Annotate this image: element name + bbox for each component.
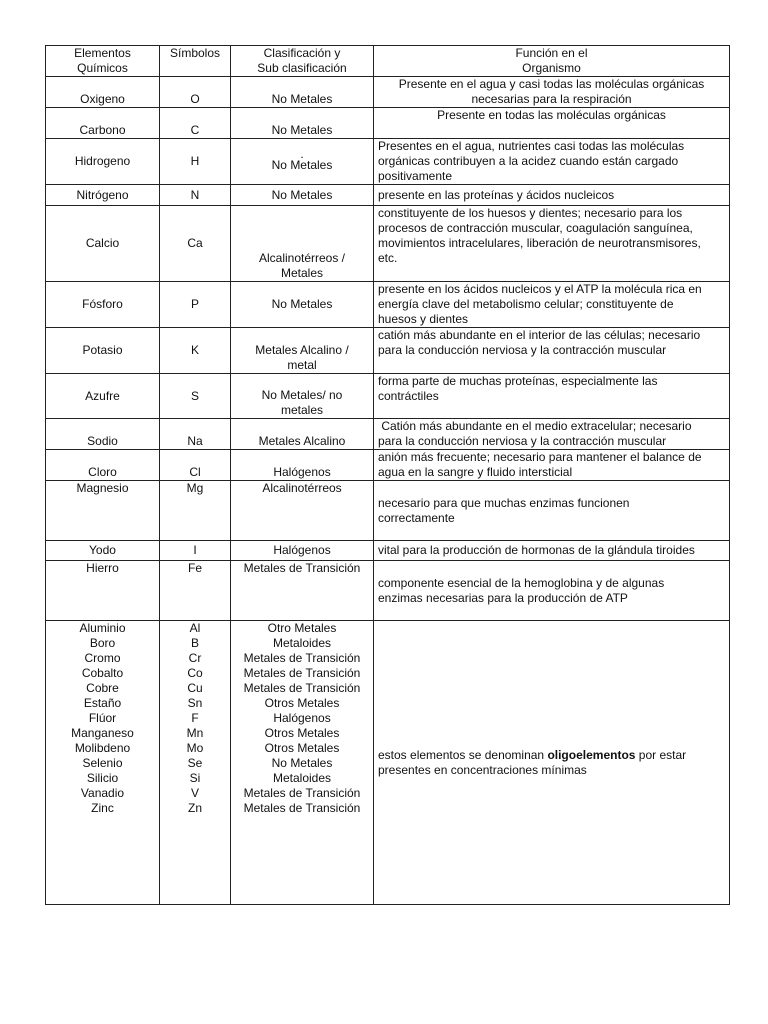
oligo-element-name: Silicio xyxy=(86,771,119,785)
oligo-element-names xyxy=(46,621,160,905)
element-name: Yodo xyxy=(46,541,160,561)
element-name: Oxigeno xyxy=(46,77,160,108)
element-function: vital para la producción de hormonas de la glándula tiroides xyxy=(374,541,730,561)
table-row xyxy=(46,541,730,561)
table-row xyxy=(46,450,730,481)
oligo-element-name: Zinc xyxy=(91,801,114,815)
oligo-element-classification: No Metales xyxy=(271,756,333,770)
table-row-oligoelementos xyxy=(46,621,730,905)
element-classification: No Metales/ no metales xyxy=(231,374,374,419)
oligo-element-classification: Metaloides xyxy=(272,771,332,785)
header-row xyxy=(46,46,730,77)
element-name: Carbono xyxy=(46,108,160,139)
oligo-element-name: Molibdeno xyxy=(74,741,131,755)
element-name: Calcio xyxy=(46,206,160,282)
oligo-element-symbol: Cr xyxy=(188,651,202,665)
element-function: presente en las proteínas y ácidos nucleicos xyxy=(374,185,730,206)
header-elementos: Elementos Químicos xyxy=(46,46,160,77)
oligo-element-name: Selenio xyxy=(82,756,123,770)
element-symbol: Ca xyxy=(160,206,231,282)
oligo-element-symbol: Zn xyxy=(187,801,202,815)
oligo-element-name: Aluminio xyxy=(79,621,126,635)
stray-mark: . xyxy=(300,146,304,161)
oligo-element-symbol: Se xyxy=(187,756,203,770)
element-symbol: N xyxy=(160,185,231,206)
element-classification: No Metales xyxy=(231,185,374,206)
oligo-element-name: Flúor xyxy=(88,711,117,725)
table-row xyxy=(46,282,730,328)
oligo-element-classification: Otro Metales xyxy=(267,621,337,635)
element-symbol: H xyxy=(160,139,231,185)
element-symbol: Cl xyxy=(160,450,231,481)
element-symbol: P xyxy=(160,282,231,328)
table-row xyxy=(46,374,730,419)
element-name: Azufre xyxy=(46,374,160,419)
table-row xyxy=(46,481,730,541)
element-function: necesario para que muchas enzimas funcionen correctamente xyxy=(374,481,730,541)
element-classification: Halógenos xyxy=(231,541,374,561)
oligo-element-symbol: F xyxy=(191,711,199,725)
element-name: Sodio xyxy=(46,419,160,450)
oligo-name-list xyxy=(50,621,155,816)
oligo-element-symbol: B xyxy=(190,636,199,650)
element-classification: Metales de Transición xyxy=(231,561,374,621)
element-name: Potasio xyxy=(46,328,160,374)
element-classification: . No Metales xyxy=(231,139,374,185)
element-name: Hierro xyxy=(46,561,160,621)
oligo-element-classification: Metales de Transición xyxy=(243,801,361,815)
header-clasificacion: Clasificación y Sub clasificación xyxy=(231,46,374,77)
element-name: Hidrogeno xyxy=(46,139,160,185)
oligo-element-classifications xyxy=(231,621,374,905)
oligo-classification-list xyxy=(235,621,369,816)
table-row xyxy=(46,328,730,374)
oligo-element-symbol: Sn xyxy=(187,696,203,710)
element-symbol: O xyxy=(160,77,231,108)
element-function: Presente en todas las moléculas orgánicas xyxy=(374,108,730,139)
table-row xyxy=(46,185,730,206)
oligo-element-name: Cobalto xyxy=(81,666,124,680)
element-symbol: C xyxy=(160,108,231,139)
oligo-element-symbol: Cu xyxy=(187,681,203,695)
table-row xyxy=(46,206,730,282)
oligo-element-symbol: Al xyxy=(189,621,201,635)
oligo-element-symbol: Mn xyxy=(186,726,204,740)
element-function: anión más frecuente; necesario para mantener el balance de agua en la sangre y fluido intersticial xyxy=(374,450,730,481)
header-simbolos: Símbolos xyxy=(160,46,231,77)
elements-table xyxy=(45,45,730,905)
oligo-element-classification: Otros Metales xyxy=(264,741,340,755)
element-function: Presentes en el agua, nutrientes casi todas las moléculas orgánicas contribuyen a la acidez cuando están cargado positivamente xyxy=(374,139,730,185)
oligo-element-name: Estaño xyxy=(83,696,122,710)
table-row xyxy=(46,419,730,450)
header-funcion: Función en el Organismo xyxy=(374,46,730,77)
element-function: catión más abundante en el interior de las células; necesario para la conducción nerviosa y la contracción muscular xyxy=(374,328,730,374)
oligo-symbol-list xyxy=(164,621,226,816)
element-classification: No Metales xyxy=(231,282,374,328)
oligo-element-symbol: Si xyxy=(189,771,201,785)
table-row xyxy=(46,108,730,139)
oligo-element-classification: Halógenos xyxy=(273,711,331,725)
oligo-element-name: Manganeso xyxy=(71,726,134,740)
element-function: Catión más abundante en el medio extracelular; necesario para la conducción nerviosa y la contracción muscular xyxy=(374,419,730,450)
element-function: constituyente de los huesos y dientes; necesario para los procesos de contracción muscular, coagulación sanguínea, movimientos intracelulares, liberación de neurotransmisores, etc. xyxy=(374,206,730,282)
oligo-element-name: Boro xyxy=(89,636,116,650)
element-classification: Metales Alcalino / metal xyxy=(231,328,374,374)
element-symbol: Mg xyxy=(160,481,231,541)
table-row xyxy=(46,561,730,621)
element-function: presente en los ácidos nucleicos y el ATP la molécula rica en energía clave del metabolismo celular; constituyente de huesos y dientes xyxy=(374,282,730,328)
element-classification: No Metales xyxy=(231,77,374,108)
element-symbol: Na xyxy=(160,419,231,450)
element-classification: No Metales xyxy=(231,108,374,139)
element-symbol: I xyxy=(160,541,231,561)
table-row xyxy=(46,139,730,185)
oligo-element-name: Cobre xyxy=(86,681,119,695)
oligo-element-classification: Otros Metales xyxy=(264,726,340,740)
table-row xyxy=(46,77,730,108)
oligo-element-symbols xyxy=(160,621,231,905)
oligo-element-classification: Metales de Transición xyxy=(243,651,361,665)
oligo-element-name: Cromo xyxy=(84,651,121,665)
element-function: forma parte de muchas proteínas, especialmente las contráctiles xyxy=(374,374,730,419)
oligo-element-classification: Otros Metales xyxy=(264,696,340,710)
element-classification: Metales Alcalino xyxy=(231,419,374,450)
element-classification: Alcalinotérreos / Metales xyxy=(231,206,374,282)
oligo-element-classification: Metales de Transición xyxy=(243,666,361,680)
element-classification: Halógenos xyxy=(231,450,374,481)
element-function: estos elementos se denominan oligoelementos por estar presentes en concentraciones mínimas xyxy=(374,621,730,905)
element-name: Magnesio xyxy=(46,481,160,541)
oligoelementos-term: oligoelementos xyxy=(547,747,636,762)
oligo-element-name: Vanadio xyxy=(80,786,125,800)
element-function: componente esencial de la hemoglobina y de algunas enzimas necesarias para la producción de ATP xyxy=(374,561,730,621)
element-name: Fósforo xyxy=(46,282,160,328)
oligo-element-symbol: Mo xyxy=(186,741,204,755)
oligo-element-symbol: V xyxy=(190,786,199,800)
element-name: Cloro xyxy=(46,450,160,481)
oligo-element-classification: Metales de Transición xyxy=(243,786,361,800)
oligo-element-symbol: Co xyxy=(187,666,203,680)
element-classification: Alcalinotérreos xyxy=(231,481,374,541)
element-symbol: K xyxy=(160,328,231,374)
element-name: Nitrógeno xyxy=(46,185,160,206)
element-function: Presente en el agua y casi todas las moléculas orgánicas necesarias para la respiración xyxy=(374,77,730,108)
oligo-element-classification: Metales de Transición xyxy=(243,681,361,695)
element-symbol: Fe xyxy=(160,561,231,621)
element-symbol: S xyxy=(160,374,231,419)
oligo-element-classification: Metaloides xyxy=(272,636,332,650)
